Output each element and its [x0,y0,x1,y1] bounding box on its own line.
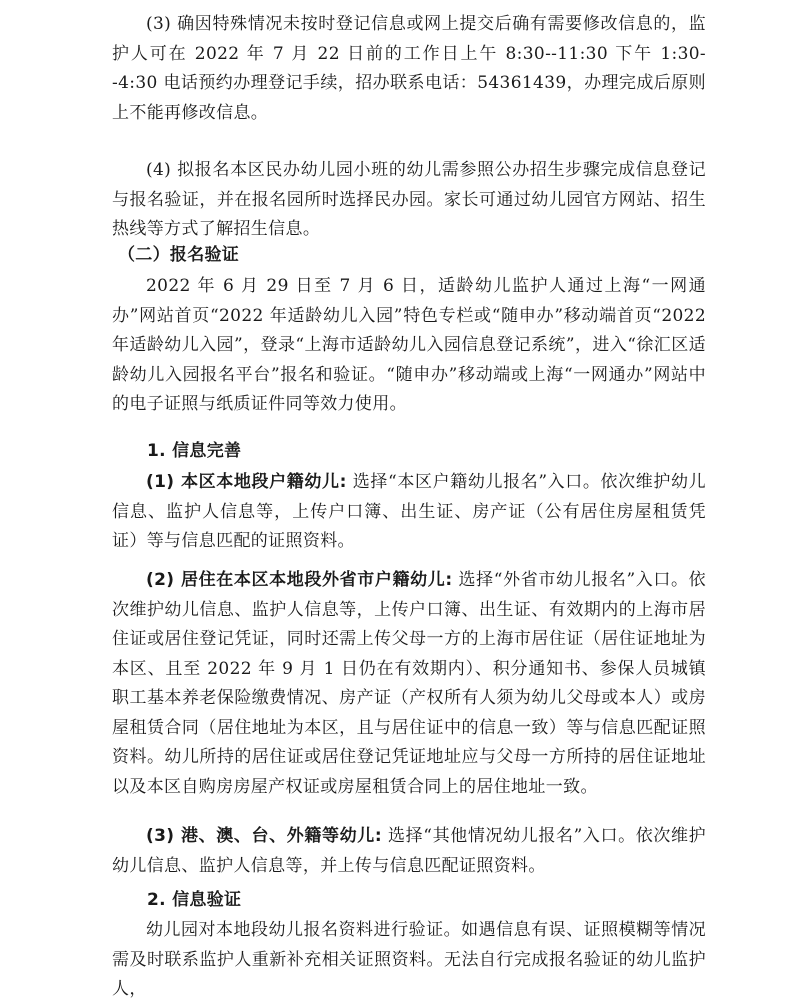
paragraph-kindergarten-verification: 幼儿园对本地段幼儿报名资料进行验证。如遇信息有误、证照模糊等情况需及时联系监护人重新补充相关证照资料。无法自行完成报名验证的幼儿监护人， [112,920,706,999]
subheading-info-completion: 1. 信息完善 [147,441,242,461]
paragraph-local-hukou-children [112,468,706,557]
item-text-nonlocal-hukou: 选择“外省市幼儿报名”入口。依次维护幼儿信息、监护人信息等，上传户口簿、出生证、有效期内的上海市居住证或居住登记凭证，同时还需上传父母一方的上海市居住证（居住证地址为本区、且至 2022 年 9 月 1 日仍在有效期内）、积分通知书、参保人员城镇职工基本养老保险缴费情况、房产证（产权所有人须为幼儿父母或本人）或房屋租赁合同（居住地址为本区，且与居住证中的信息一致）等与信息匹配证照资料。幼儿所持的居住证或居住登记凭证地址应与父母一方所持的居住证地址以及本区自购房房屋产权证或房屋租赁合同上的居住地址一致。 [112,570,706,797]
section-heading-registration-verification: （二）报名验证 [118,245,240,265]
paragraph-hk-macau-taiwan-foreign [112,822,706,881]
item-title-local-hukou: (1) 本区本地段户籍幼儿: [146,472,347,492]
item-title-nonlocal-hukou: (2) 居住在本区本地段外省市户籍幼儿: [146,570,453,590]
subheading-info-verification: 2. 信息验证 [147,890,242,910]
paragraph-registration-period: 2022 年 6 月 29 日至 7 月 6 日，适龄幼儿监护人通过上海“一网通办”网站首页“2022 年适龄幼儿入园”特色专栏或“随申办”移动端首页“2022 年适龄幼儿入园”，登录“上海市适龄幼儿入园信息登记系统”，进入“徐汇区适龄幼儿入园报名平台”报名和验证。“随申办”移动端或上海“一网通办”网站中的电子证照与纸质证件同等效力使用。 [112,276,706,414]
paragraph-nonlocal-hukou-children [112,566,706,802]
item-text-hk-macau-taiwan: 选择“其他情况幼儿报名”入口。依次维护幼儿信息、监护人信息等，并上传与信息匹配证照资料。 [112,826,706,876]
paragraph-special-circumstances: (3) 确因特殊情况未按时登记信息或网上提交后确有需要修改信息的，监护人可在 2022 年 7 月 22 日前的工作日上午 8:30--11:30 下午 1:30--4:30 电话预约办理登记手续，招办联系电话：54361439，办理完成后原则上不能再修改信息。 [112,14,706,123]
paragraph-private-kindergarten: (4) 拟报名本区民办幼儿园小班的幼儿需参照公办招生步骤完成信息登记与报名验证，并在报名园所时选择民办园。家长可通过幼儿园官方网站、招生热线等方式了解招生信息。 [112,160,706,239]
item-title-hk-macau-taiwan: (3) 港、澳、台、外籍等幼儿: [146,826,382,846]
item-text-local-hukou: 选择“本区户籍幼儿报名”入口。依次维护幼儿信息、监护人信息等，上传户口簿、出生证、房产证（公有居住房屋租赁凭证）等与信息匹配的证照资料。 [112,472,706,551]
